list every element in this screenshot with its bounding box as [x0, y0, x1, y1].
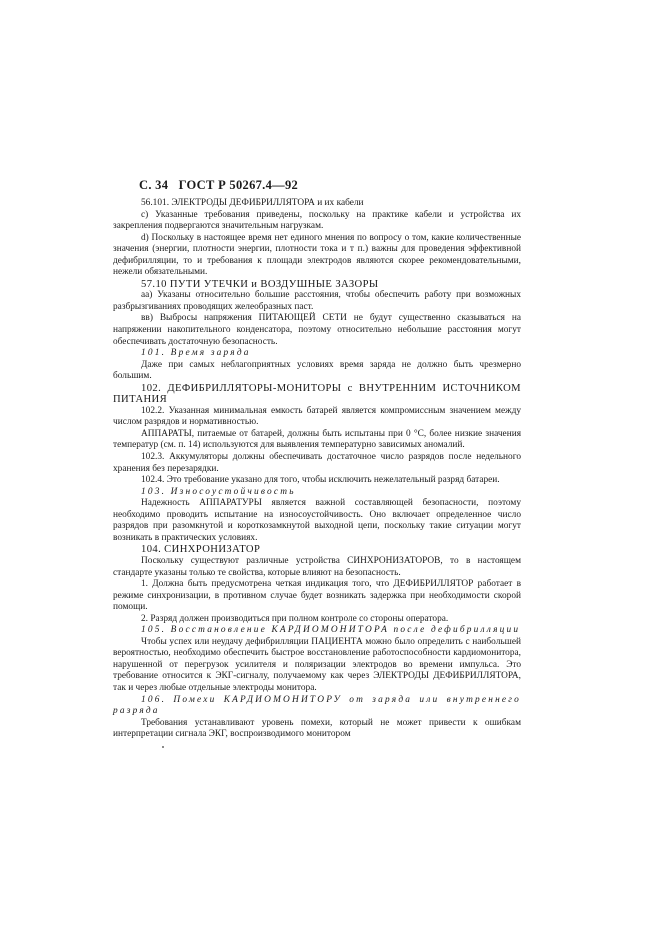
paragraph: аа) Указаны относительно большие расстояния, чтобы обеспечить работу при возможных разбрызгиваниях проводящих желеобразных паст. — [113, 290, 521, 312]
section-heading: 105. Восстановление КАРДИОМОНИТОРА после дефибрилляции — [141, 625, 521, 636]
paragraph: с) Указанные требования приведены, поскольку на практике кабели и устройства их закрепления подвергаются значительным нагрузкам. — [113, 209, 521, 232]
paragraph: 2. Разряд должен производиться при полном контроле со стороны оператора. — [141, 613, 449, 624]
document-body — [113, 198, 521, 741]
paragraph: 102.4. Это требование указано для того, чтобы исключить нежелательный разряд батареи. — [141, 475, 500, 486]
section-heading: 106. Помехи КАРДИОМОНИТОРУ от заряда или внутреннего разряда — [113, 694, 521, 717]
scan-speck — [162, 746, 164, 748]
section-heading: 103. Износоустойчивость — [141, 486, 296, 497]
paragraph: 102.3. Аккумуляторы должны обеспечивать достаточное число разрядов после недельного хранения без перезарядки. — [113, 452, 521, 474]
paragraph: Чтобы успех или неудачу дефибрилляции ПАЦИЕНТА можно было определить с наибольшей вероятностью, необходимо обеспечить быстрое восстановление работоспособности кардиомонитора, нарушенной от перегрузок усилителя и поляризации электродов во времени импульса. Это требование относится к ЭКГ-сигналу, получаемому как через ЭЛЕКТРОДЫ ДЕФИБРИЛЛЯТОРА, так и через любые отдельные электроды монитора. — [113, 636, 521, 693]
paragraph: Поскольку существуют различные устройства СИНХРОНИЗАТОРОВ, то в настоящем стандарте указаны только те свойства, которые влияют на безопасность. — [113, 555, 521, 578]
paragraph: Требования устанавливают уровень помехи, который не может привести к ошибкам интерпретации сигнала ЭКГ, воспроизводимого монитором — [113, 717, 521, 740]
page-number: С. 34 — [139, 178, 169, 192]
section-heading: 102. ДЕФИБРИЛЛЯТОРЫ-МОНИТОРЫ с ВНУТРЕННИМ ИСТОЧНИКОМ ПИТАНИЯ — [113, 382, 521, 406]
paragraph: вв) Выбросы напряжения ПИТАЮЩЕЙ СЕТИ не будут существенно сказываться на напряжении накопительного конденсатора, поэтому относительно небольшие расстояния могут обеспечивать достаточную безопасность. — [113, 313, 521, 347]
paragraph: Надежность АППАРАТУРЫ является важной составляющей безопасности, поэтому необходимо проводить испытание на износоустойчивость. Оно включает определенное число разрядов при разомкнутой и короткозамкнутой выходной цепи, поскольку такие ситуации могут возникать в практических условиях. — [113, 498, 521, 543]
paragraph: 102.2. Указанная минимальная емкость батарей является компромиссным значением между числом разрядов и нормативностью. — [113, 405, 521, 428]
section-heading: 104. СИНХРОНИЗАТОР — [141, 544, 261, 556]
paragraph: АППАРАТЫ, питаемые от батарей, должны быть испытаны при 0 °C, более низкие значения температур (см. п. 14) используются для выявления температурно зависимых аномалий. — [113, 428, 521, 451]
section-heading: 57.10 ПУТИ УТЕЧКИ и ВОЗДУШНЫЕ ЗАЗОРЫ — [141, 278, 379, 290]
section-heading: 101. Время заряда — [141, 348, 251, 359]
section-heading: 56.101. ЭЛЕКТРОДЫ ДЕФИБРИЛЛЯТОРА и их кабели — [141, 198, 364, 208]
paragraph: Даже при самых неблагоприятных условиях время заряда не должно быть чрезмерно большим. — [113, 359, 521, 382]
standard-designation: ГОСТ Р 50267.4—92 — [178, 178, 299, 192]
paragraph: d) Поскольку в настоящее время нет единого мнения по вопросу о том, какие количественные значения (энергии, плотности энергии, плотности тока и т п.) важны для проведения эффективной дефибрилляции, то и требования к площади электродов являются скорее рекомендовательными, нежели обязательными. — [113, 232, 521, 278]
paragraph: 1. Должна быть предусмотрена четкая индикация того, что ДЕФИБРИЛЛЯТОР работает в режиме синхронизации, в противном случае будет возникать задержка при необходимости скорой помощи. — [113, 579, 521, 613]
page-header — [139, 178, 298, 193]
